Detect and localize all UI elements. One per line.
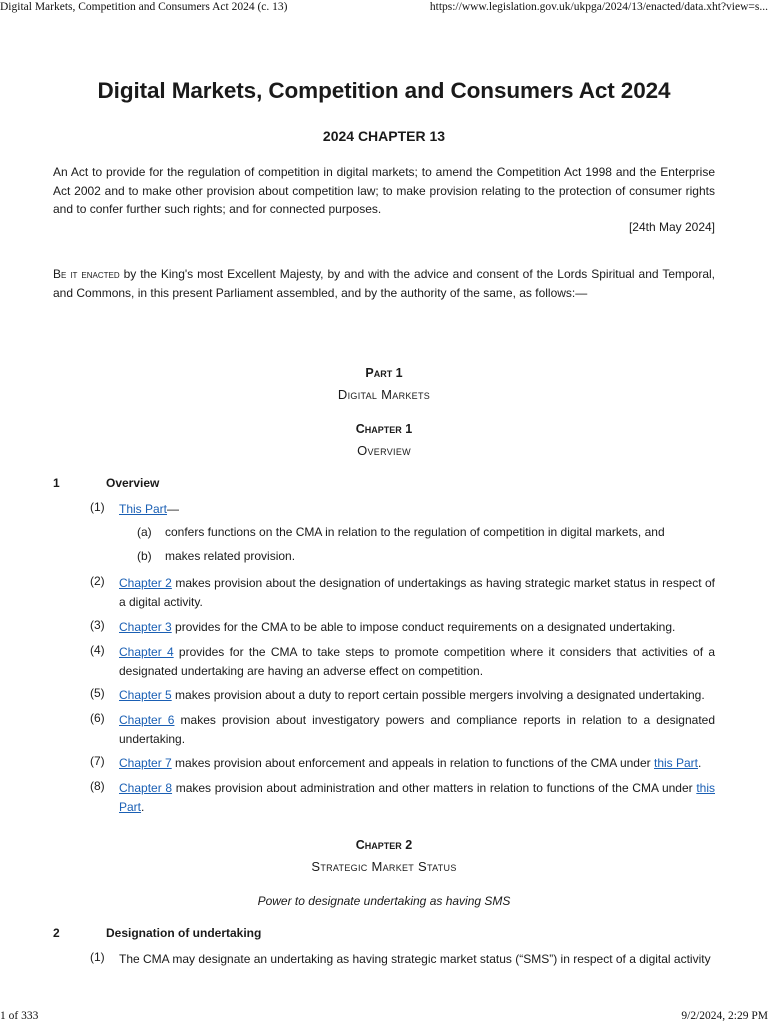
s1-sub5-rest: makes provision about a duty to report certain possible mergers involving a designated undertaking. xyxy=(171,688,705,702)
s1-sub6-number: (6) xyxy=(90,711,105,725)
this-part-link[interactable]: This Part xyxy=(119,502,168,516)
section-2-heading: Designation of undertaking xyxy=(106,926,262,940)
s1-sub1-number: (1) xyxy=(90,500,105,514)
s1-para-a-number: (a) xyxy=(137,525,152,539)
chapter-1-number: Chapter 1 xyxy=(355,422,413,436)
act-title: Digital Markets, Competition and Consumers Act 2024 xyxy=(97,78,671,103)
act-chapter-number: 2024 CHAPTER 13 xyxy=(322,128,446,144)
s1-sub8-end: . xyxy=(141,799,145,814)
s1-sub3-rest: provides for the CMA to be able to impose conduct requirements on a designated undertaking. xyxy=(171,620,676,634)
s2-sub1-number: (1) xyxy=(90,950,105,964)
part-number: Part 1 xyxy=(365,366,403,380)
enacting-formula xyxy=(53,265,715,303)
s1-sub2-rest: makes provision about the designation of undertakings as having strategic market status in respect of a digital activity. xyxy=(119,576,716,609)
this-part-link-2[interactable]: this Part xyxy=(654,756,699,770)
s1-sub8-text xyxy=(119,779,715,816)
chapter-2-title: Strategic Market Status xyxy=(311,859,457,874)
s1-sub7-rest: makes provision about enforcement and appeals in relation to functions of the CMA under xyxy=(171,756,654,770)
s1-sub4-number: (4) xyxy=(90,643,105,657)
s1-para-b-number: (b) xyxy=(137,549,152,563)
s1-sub2-text xyxy=(119,574,715,611)
s1-sub3-number: (3) xyxy=(90,618,105,632)
chapter-6-link[interactable]: Chapter 6 xyxy=(119,713,175,727)
s1-sub7-end: . xyxy=(698,756,702,770)
chapter-1-title: Overview xyxy=(357,443,411,458)
s1-sub8-rest: makes provision about administration and other matters in relation to functions of the CMA under xyxy=(172,781,697,795)
enacting-text: by the King's most Excellent Majesty, by and with the advice and consent of the Lords Spiritual and Temporal, and Commons, in this present Parliament assembled, and by the authority of the same, as follows:— xyxy=(53,267,716,300)
chapter-2-number: Chapter 2 xyxy=(355,838,413,852)
long-title: An Act to provide for the regulation of competition in digital markets; to amend the Competition Act 1998 and the Enterprise Act 2002 and to make other provision about competition law; to make provision relating to the protection of consumer rights and to confer further such rights; and for connected purposes. xyxy=(53,165,715,216)
chapter-3-link[interactable]: Chapter 3 xyxy=(119,620,172,634)
this-part-link-3[interactable]: this Part xyxy=(119,781,715,814)
print-header-url: https://www.legislation.gov.uk/ukpga/2024/13/enacted/data.xht?view=s... xyxy=(429,1,768,13)
s1-sub1-text xyxy=(119,500,715,519)
print-timestamp: 9/2/2024, 2:29 PM xyxy=(681,1010,768,1022)
royal-assent-date: [24th May 2024] xyxy=(628,220,715,234)
chapter-5-link[interactable]: Chapter 5 xyxy=(119,688,172,702)
s1-sub8-number: (8) xyxy=(90,779,105,793)
s1-sub5-text xyxy=(119,686,715,705)
enacting-lead: Be it enacted xyxy=(53,267,120,281)
chapter-7-link[interactable]: Chapter 7 xyxy=(119,756,172,770)
s1-sub4-text xyxy=(119,643,715,680)
section-1-heading: Overview xyxy=(106,476,160,490)
crossheading: Power to designate undertaking as having SMS xyxy=(257,894,511,908)
print-header-title: Digital Markets, Competition and Consumers Act 2024 (c. 13) xyxy=(0,1,288,13)
chapter-2-link[interactable]: Chapter 2 xyxy=(119,576,172,590)
s1-sub6-rest: makes provision about investigatory powers and compliance reports in relation to a designated undertaking. xyxy=(119,713,716,746)
chapter-4-link[interactable]: Chapter 4 xyxy=(119,645,174,659)
s1-para-a-text: confers functions on the CMA in relation to the regulation of competition in digital markets, and xyxy=(165,525,665,539)
part-title: Digital Markets xyxy=(337,387,431,402)
s1-sub4-rest: provides for the CMA to take steps to promote competition where it considers that activities of a designated undertaking are having an adverse effect on competition. xyxy=(119,645,715,678)
s1-sub1-rest: — xyxy=(167,502,180,516)
s2-sub1-text: The CMA may designate an undertaking as having strategic market status (“SMS”) in respect of a digital activity xyxy=(119,952,711,966)
s1-sub3-text xyxy=(119,618,715,637)
s1-sub7-text xyxy=(119,754,715,773)
s1-para-b-text: makes related provision. xyxy=(165,549,296,563)
s1-sub7-number: (7) xyxy=(90,754,105,768)
s1-sub6-text xyxy=(119,711,715,748)
section-1-number: 1 xyxy=(53,476,60,490)
chapter-8-link[interactable]: Chapter 8 xyxy=(119,781,173,795)
section-2-number: 2 xyxy=(53,926,60,940)
page-counter: 1 of 333 xyxy=(0,1010,39,1022)
s1-sub2-number: (2) xyxy=(90,574,105,588)
s1-sub5-number: (5) xyxy=(90,686,105,700)
